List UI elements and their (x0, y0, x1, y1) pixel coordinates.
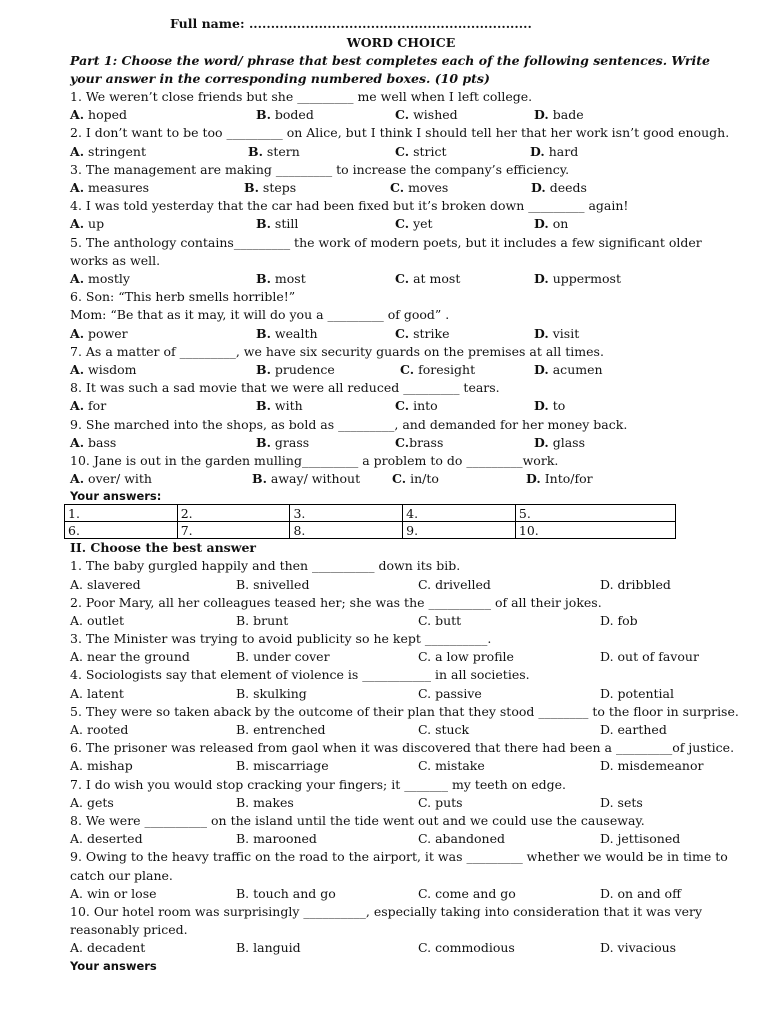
option-b[interactable]: B. away/ without (252, 471, 361, 487)
option-c[interactable]: C. come and go (418, 885, 516, 901)
option-a[interactable]: A. bass (70, 434, 117, 450)
option-b[interactable]: B. makes (236, 794, 294, 810)
option-b[interactable]: B. touch and go (236, 885, 336, 901)
option-b[interactable]: B. skulking (236, 685, 307, 701)
question-text: 8. It was such a sad movie that we were all reduced _________ tears. (70, 380, 500, 396)
option-a[interactable]: A. near the ground (70, 649, 190, 665)
option-d[interactable]: D. visit (534, 325, 580, 341)
option-a[interactable]: A. hoped (70, 107, 128, 123)
question-options (70, 939, 732, 957)
option-c[interactable]: C. commodious (418, 940, 515, 956)
option-b[interactable]: B. with (256, 398, 303, 414)
question-text: 10. Jane is out in the garden mulling_________ a problem to do _________work. (70, 452, 559, 468)
question-text: 6. Son: “This herb smells horrible!” (70, 289, 296, 305)
option-b[interactable]: B. marooned (236, 831, 317, 847)
full-name-label: Full name: (170, 16, 245, 31)
table-row (65, 522, 676, 539)
question-options (70, 179, 732, 197)
answer-box[interactable]: 7. (177, 522, 290, 539)
question-text-2: Mom: “Be that as it may, it will do you a _________ of good” . (70, 307, 450, 323)
answer-box[interactable]: 8. (290, 522, 403, 539)
option-b[interactable]: B. brunt (236, 612, 289, 628)
option-d[interactable]: D. jettisoned (600, 831, 681, 847)
question-options (70, 434, 732, 452)
answers-label: Your answers: (70, 489, 162, 504)
option-c[interactable]: C.brass (395, 434, 444, 450)
part1-questions (70, 88, 732, 488)
option-b[interactable]: B. most (256, 270, 306, 286)
option-c[interactable]: C. in/to (392, 471, 439, 487)
option-c[interactable]: C. abandoned (418, 831, 505, 847)
option-d[interactable]: D. out of favour (600, 649, 699, 665)
answer-box[interactable]: 2. (177, 505, 290, 522)
option-d[interactable]: D. uppermost (534, 270, 621, 286)
answer-box[interactable]: 10. (515, 522, 675, 539)
question-options (70, 721, 732, 739)
option-b[interactable]: B. miscarriage (236, 758, 329, 774)
option-c[interactable]: C. a low profile (418, 649, 514, 665)
answer-box[interactable]: 4. (403, 505, 516, 522)
option-c[interactable]: C. puts (418, 794, 463, 810)
option-d[interactable]: D. vivacious (600, 940, 677, 956)
option-c[interactable]: C. stuck (418, 722, 470, 738)
option-a[interactable]: A. rooted (70, 722, 129, 738)
option-c[interactable]: C. mistake (418, 758, 485, 774)
option-b[interactable]: B. entrenched (236, 722, 326, 738)
option-b[interactable]: B. languid (236, 940, 301, 956)
full-name-blank[interactable]: ................................................................. (248, 16, 532, 31)
option-c[interactable]: C. into (395, 398, 438, 414)
option-d[interactable]: D. fob (600, 612, 638, 628)
option-a[interactable]: A. mishap (70, 758, 133, 774)
question-text: 10. Our hotel room was surprisingly __________, especially taking into consideration that it was very reasonably priced. (70, 904, 703, 938)
answer-box[interactable]: 6. (65, 522, 178, 539)
question-text: 3. The management are making _________ to increase the company’s efficiency. (70, 161, 570, 177)
question-options (70, 106, 732, 124)
part2-title: II. Choose the best answer (70, 540, 256, 556)
option-a[interactable]: A. over/ with (70, 471, 152, 487)
option-d[interactable]: D. hard (530, 143, 579, 159)
option-a[interactable]: A. measures (70, 179, 150, 195)
worksheet-page (68, 14, 739, 974)
option-c[interactable]: C. strict (395, 143, 447, 159)
option-d[interactable]: D. bade (534, 107, 584, 123)
option-a[interactable]: A. win or lose (70, 885, 157, 901)
option-d[interactable]: D. acumen (534, 361, 603, 377)
option-c[interactable]: C. strike (395, 325, 450, 341)
part1-instruction: Part 1: Choose the word/ phrase that best completes each of the following sentences. Write your answer in the corresponding numbered boxes. (10 pts) (70, 53, 710, 86)
question-text: 6. The prisoner was released from gaol when it was discovered that there had been a _________of justice. (70, 740, 735, 756)
question-text: 4. I was told yesterday that the car had been fixed but it’s broken down _________ again! (70, 198, 629, 214)
question-options (70, 397, 732, 415)
question-text: 3. The Minister was trying to avoid publicity so he kept __________. (70, 631, 492, 647)
question-text: 5. The anthology contains_________ the work of modern poets, but it includes a few significant older works as well. (70, 234, 702, 268)
option-a[interactable]: A. for (70, 398, 107, 414)
table-row (65, 505, 676, 522)
question-text: 2. Poor Mary, all her colleagues teased her; she was the __________ of all their jokes. (70, 594, 602, 610)
question-options (70, 361, 732, 379)
option-c[interactable]: C. butt (418, 612, 462, 628)
option-b[interactable]: B. still (256, 216, 299, 232)
option-d[interactable]: D. Into/for (526, 471, 593, 487)
question-text: 5. They were so taken aback by the outcome of their plan that they stood ________ to the floor in surprise. (70, 703, 739, 719)
answer-box[interactable]: 3. (290, 505, 403, 522)
part2-questions (70, 557, 739, 957)
option-a[interactable]: A. stringent (70, 143, 146, 159)
question-options (70, 794, 732, 812)
question-text: 7. As a matter of _________, we have six security guards on the premises at all times. (70, 343, 604, 359)
question-text: 9. Owing to the heavy traffic on the road to the airport, it was _________ whether we would be in time to catch our plane. (70, 849, 728, 883)
option-c[interactable]: C. passive (418, 685, 482, 701)
option-a[interactable]: A. slavered (70, 576, 141, 592)
question-options (70, 470, 732, 488)
question-text: 4. Sociologists say that element of violence is ___________ in all societies. (70, 667, 530, 683)
page-title: WORD CHOICE (346, 35, 456, 50)
option-c[interactable]: C. yet (395, 216, 433, 232)
option-d[interactable]: D. glass (534, 434, 586, 450)
question-options (70, 885, 732, 903)
option-a[interactable]: A. deserted (70, 831, 143, 847)
option-a[interactable]: A. power (70, 325, 128, 341)
option-a[interactable]: A. wisdom (70, 361, 137, 377)
question-options (70, 270, 732, 288)
option-b[interactable]: B. boded (256, 107, 314, 123)
answer-box[interactable]: 1. (65, 505, 178, 522)
question-options (70, 757, 732, 775)
option-b[interactable]: B. under cover (236, 649, 330, 665)
option-d[interactable]: D. on and off (600, 885, 681, 901)
option-b[interactable]: B. snivelled (236, 576, 310, 592)
option-d[interactable]: D. dribbled (600, 576, 671, 592)
option-b[interactable]: B. stern (248, 143, 300, 159)
option-c[interactable]: C. at most (395, 270, 461, 286)
option-d[interactable]: D. to (534, 398, 566, 414)
question-text: 8. We were __________ on the island until the tide went out and we could use the causeway. (70, 813, 645, 829)
option-b[interactable]: B. steps (244, 179, 297, 195)
option-d[interactable]: D. potential (600, 685, 674, 701)
answer-boxes-table (64, 504, 676, 539)
option-a[interactable]: A. decadent (70, 940, 146, 956)
question-text: 2. I don’t want to be too _________ on Alice, but I think I should tell her that her work isn’t good enough. (70, 125, 730, 141)
question-options (70, 325, 732, 343)
option-c[interactable]: C. drivelled (418, 576, 491, 592)
question-options (70, 830, 732, 848)
option-d[interactable]: D. deeds (531, 179, 587, 195)
full-name-line (170, 14, 732, 34)
option-a[interactable]: A. up (70, 216, 105, 232)
question-text: 7. I do wish you would stop cracking your fingers; it _______ my teeth on edge. (70, 776, 567, 792)
option-c[interactable]: C. moves (390, 179, 449, 195)
option-d[interactable]: D. on (534, 216, 569, 232)
option-d[interactable]: D. earthed (600, 722, 667, 738)
option-a[interactable]: A. outlet (70, 612, 124, 628)
option-a[interactable]: A. mostly (70, 270, 130, 286)
answer-box[interactable]: 9. (403, 522, 516, 539)
question-text: 9. She marched into the shops, as bold as _________, and demanded for her money back. (70, 416, 628, 432)
question-options (70, 648, 732, 666)
answer-box[interactable]: 5. (515, 505, 675, 522)
option-a[interactable]: A. latent (70, 685, 124, 701)
question-text: 1. We weren’t close friends but she _________ me well when I left college. (70, 89, 533, 104)
question-options (70, 215, 732, 233)
option-d[interactable]: D. sets (600, 794, 643, 810)
option-a[interactable]: A. gets (70, 794, 114, 810)
option-c[interactable]: C. wished (395, 107, 458, 123)
option-d[interactable]: D. misdemeanor (600, 758, 704, 774)
question-text: 1. The baby gurgled happily and then __________ down its bib. (70, 558, 461, 574)
option-b[interactable]: B. prudence (256, 361, 335, 377)
option-c[interactable]: C. foresight (400, 361, 476, 377)
answers-label-2: Your answers (70, 958, 157, 973)
option-b[interactable]: B. grass (256, 434, 310, 450)
option-b[interactable]: B. wealth (256, 325, 318, 341)
question-options (70, 143, 732, 161)
question-options (70, 685, 732, 703)
question-options (70, 576, 732, 594)
question-options (70, 612, 732, 630)
